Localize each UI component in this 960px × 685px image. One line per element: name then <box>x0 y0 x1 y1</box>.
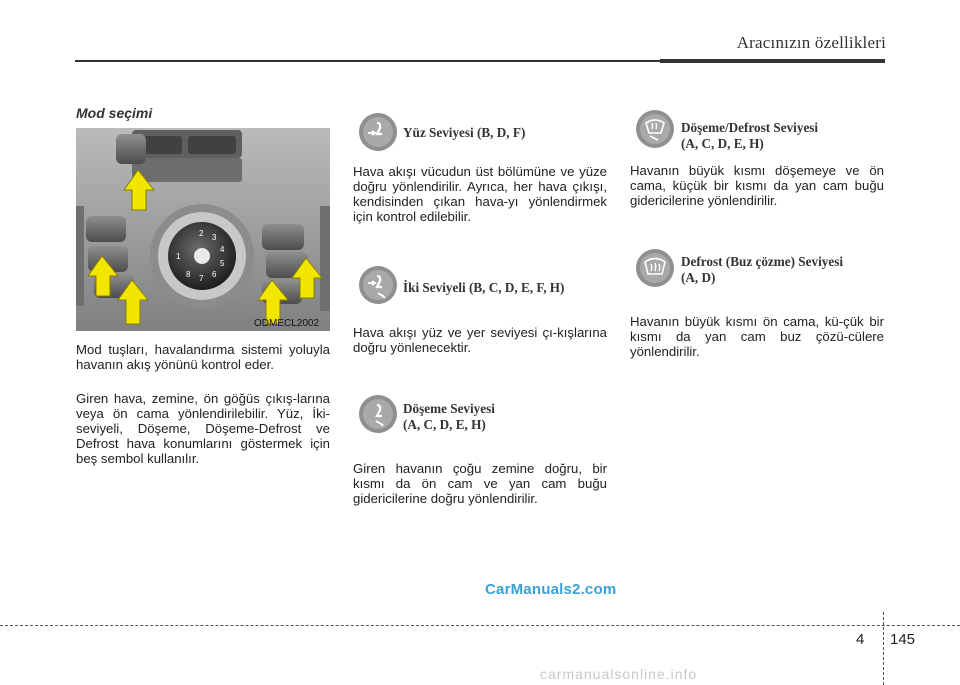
mode-text-face: Hava akışı vücudun üst bölümüne ve yüze doğru yönlendirilir. Ayrıca, her hava çıkışı, kendisinden çıkan hava-yı yönlendirmek için kontrol edilebilir. <box>353 164 607 224</box>
floor-vent-icon <box>358 394 398 434</box>
mode-title-floor-defrost-line1: Döşeme/Defrost Seviyesi <box>681 120 819 135</box>
header-rule-accent <box>660 59 885 63</box>
mode-title-defrost-line1: Defrost (Buz çözme) Seviyesi <box>681 254 843 269</box>
page-number: 145 <box>890 631 916 648</box>
mode-text-floor: Giren havanın çoğu zemine doğru, bir kısmı da ön cam ve yan cam buğu gidericilerine doğru yönlendirilir. <box>353 461 607 506</box>
intro-paragraph: Mod tuşları, havalandırma sistemi yoluyla havanın akış yönünü kontrol eder. <box>76 342 330 372</box>
figure-caption: ODMECL2002 <box>254 318 320 329</box>
mode-title-floor-line2: (A, C, D, E, H) <box>403 417 486 432</box>
mode-title-defrost-line2: (A, D) <box>681 270 716 285</box>
knob-number: 8 <box>186 270 191 279</box>
defrost-icon <box>635 248 675 288</box>
chapter-number: 4 <box>856 631 865 648</box>
watermark-link[interactable]: CarManuals2.com <box>485 581 617 598</box>
knob-number: 3 <box>212 233 217 242</box>
footer-rule <box>0 625 960 626</box>
mode-text-floor-defrost: Havanın büyük kısmı döşemeye ve ön cama, küçük bir kısmı da yan cam buğu gidericilerine yönlendirilir. <box>630 163 884 208</box>
mode-title-floor-line1: Döşeme Seviyesi <box>403 401 495 416</box>
mode-title-defrost <box>681 254 843 286</box>
bottom-watermark: carmanualsonline.info <box>540 666 698 682</box>
footer-divider <box>883 612 884 685</box>
mode-title-floor <box>403 401 495 433</box>
header-title: Aracınızın özellikleri <box>736 33 886 52</box>
knob-number: 6 <box>212 270 217 279</box>
bilevel-vent-icon <box>358 265 398 305</box>
climate-panel-image <box>76 128 330 331</box>
knob-number: 1 <box>176 252 181 261</box>
mode-title-floor-defrost <box>681 120 818 152</box>
section-title: Mod seçimi <box>76 105 153 121</box>
knob-number: 4 <box>220 245 225 254</box>
mode-title-face: Yüz Seviyesi (B, D, F) <box>403 125 526 140</box>
mode-text-bilevel: Hava akışı yüz ve yer seviyesi çı-kışlarına doğru yönlenecektir. <box>353 325 607 355</box>
knob-number: 7 <box>199 274 204 283</box>
face-vent-icon <box>358 112 398 152</box>
mode-text-defrost: Havanın büyük kısmı ön cama, kü-çük bir kısmı da yan cam buz çözü-cülere yönlendirilir. <box>630 314 884 359</box>
intro-paragraph-2: Giren hava, zemine, ön göğüs çıkış-larına veya ön cama yönlendirilebilir. Yüz, İki-seviyeli, Döşeme, Döşeme-Defrost ve Defrost hava konumlarını göstermek için beş sembol kullanılır. <box>76 391 330 466</box>
mode-title-bilevel: İki Seviyeli (B, C, D, E, F, H) <box>403 280 565 295</box>
knob-number: 2 <box>199 229 204 238</box>
floor-defrost-icon <box>635 109 675 149</box>
knob-number: 5 <box>220 259 225 268</box>
mode-title-floor-defrost-line2: (A, C, D, E, H) <box>681 136 764 151</box>
